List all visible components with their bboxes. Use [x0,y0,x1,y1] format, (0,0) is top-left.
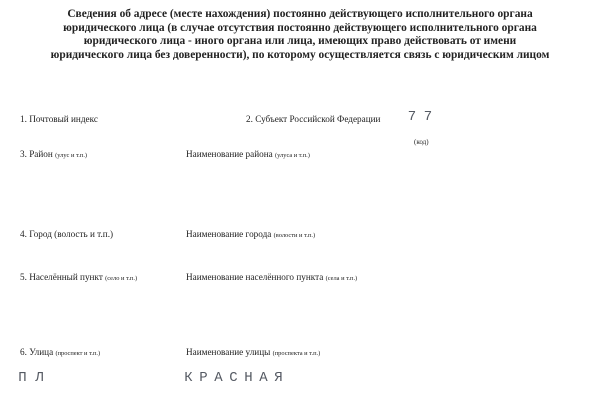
street-name-cell-2: Р [199,370,208,386]
district-name-label [186,149,310,161]
settlement-name-label [186,272,357,284]
district-name-label-hint: (улуса и т.п.) [275,152,310,159]
street-type-cell-1: П [18,370,27,386]
settlement-name-label-hint: (села и т.п.) [325,275,358,282]
street-name-label-text: Наименование улицы [186,347,271,357]
street-name-cell-5: Н [244,370,253,386]
district-label-text: 3. Район [20,149,53,159]
street-type-input[interactable] [14,370,48,386]
city-label: 4. Город (волость и т.п.) [20,229,114,239]
section-heading [0,8,600,62]
heading-line-4: юридического лица без доверенности), по которому осуществляется связь с юридическим лицом [50,48,550,61]
district-label-hint: (улус и т.п.) [55,152,88,159]
city-name-label-hint: (волости и т.п.) [273,232,316,239]
heading-line-2: юридического лица (в случае отсутствия постоянно действующего исполнительного органа [63,21,537,34]
subject-code-input[interactable] [404,109,436,125]
street-label-hint: (проспект и т.п.) [55,350,101,357]
street-name-label-hint: (проспекта и т.п.) [272,350,321,357]
street-name-cell-7: Я [274,370,283,386]
subject-code-digit-1: 7 [407,109,417,125]
settlement-label [20,272,137,284]
street-name-input[interactable] [181,370,286,386]
city-name-label [186,229,315,241]
street-label [20,347,100,359]
settlement-label-text: 5. Населённый пункт [20,272,103,282]
subject-code-digit-2: 7 [423,109,433,125]
street-name-cell-3: А [214,370,223,386]
district-label [20,149,87,161]
heading-line-1: Сведения об адресе (месте нахождения) постоянно действующего исполнительного органа [67,8,533,20]
settlement-name-label-text: Наименование населённого пункта [186,272,324,282]
street-name-cell-4: С [229,370,238,386]
street-type-cell-2: Л [35,370,44,386]
settlement-label-hint: (село и т.п.) [105,275,138,282]
street-name-label [186,347,320,359]
heading-line-3: юридического лица - иного органа или лица, имеющих право действовать от имени [83,35,517,48]
street-name-cell-6: А [259,370,268,386]
street-name-cell-1: К [184,370,193,386]
district-name-label-text: Наименование района [186,149,273,159]
postal-index-label: 1. Почтовый индекс [20,114,98,124]
city-name-label-text: Наименование города [186,229,272,239]
subject-code-note: (код) [414,138,429,146]
subject-label: 2. Субъект Российской Федерации [246,114,381,124]
street-label-text: 6. Улица [20,347,54,357]
